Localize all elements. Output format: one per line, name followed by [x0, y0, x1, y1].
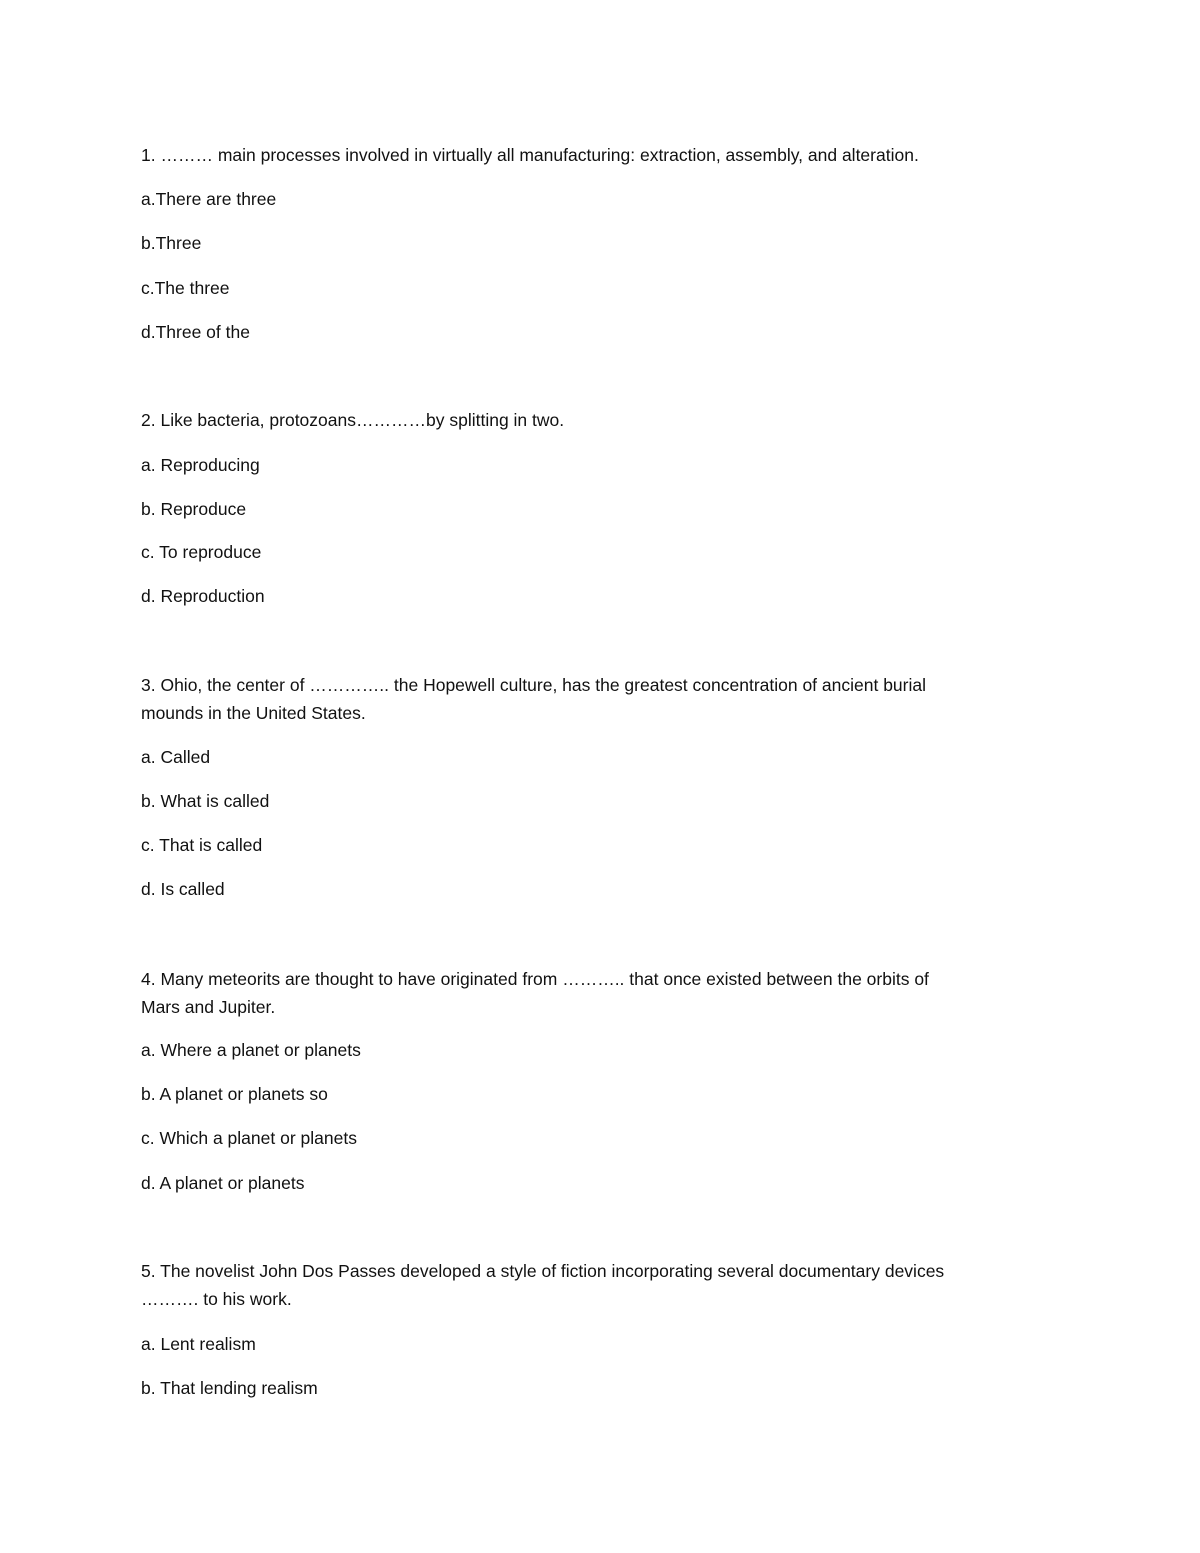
question-4-option-c: c. Which a planet or planets	[141, 1128, 357, 1148]
question-4-text: 4. Many meteorits are thought to have originated from ……….. that once existed between the orbits of	[141, 969, 929, 989]
question-1-option-c: c.The three	[141, 278, 230, 298]
question-4-option-d: d. A planet or planets	[141, 1173, 305, 1193]
question-5-text: ………. to his work.	[141, 1289, 292, 1309]
question-4-option-b: b. A planet or planets so	[141, 1084, 328, 1104]
question-4-option-a: a. Where a planet or planets	[141, 1040, 361, 1060]
question-3-option-b: b. What is called	[141, 791, 270, 811]
question-3-text: 3. Ohio, the center of ………….. the Hopewell culture, has the greatest concentration of ancient burial	[141, 675, 927, 695]
question-1-option-d: d.Three of the	[141, 322, 250, 342]
question-5-option-b: b. That lending realism	[141, 1378, 318, 1398]
question-4-text: Mars and Jupiter.	[141, 997, 276, 1017]
question-3-option-d: d. Is called	[141, 879, 225, 899]
question-1-text: 1. ……… main processes involved in virtually all manufacturing: extraction, assembly, and alteration.	[141, 145, 919, 165]
question-5-option-a: a. Lent realism	[141, 1334, 256, 1354]
question-2-option-d: d. Reproduction	[141, 586, 265, 606]
question-2-option-b: b. Reproduce	[141, 499, 247, 519]
question-1-option-a: a.There are three	[141, 189, 277, 209]
question-5-text: 5. The novelist John Dos Passes developed a style of fiction incorporating several documentary devices	[141, 1261, 945, 1281]
question-1-option-b: b.Three	[141, 233, 202, 253]
question-2-option-a: a. Reproducing	[141, 455, 260, 475]
question-3-option-a: a. Called	[141, 747, 211, 767]
question-3-option-c: c. That is called	[141, 835, 263, 855]
question-2-option-c: c. To reproduce	[141, 542, 262, 562]
question-2-text: 2. Like bacteria, protozoans…………by splitting in two.	[141, 410, 565, 430]
question-3-text: mounds in the United States.	[141, 703, 366, 723]
